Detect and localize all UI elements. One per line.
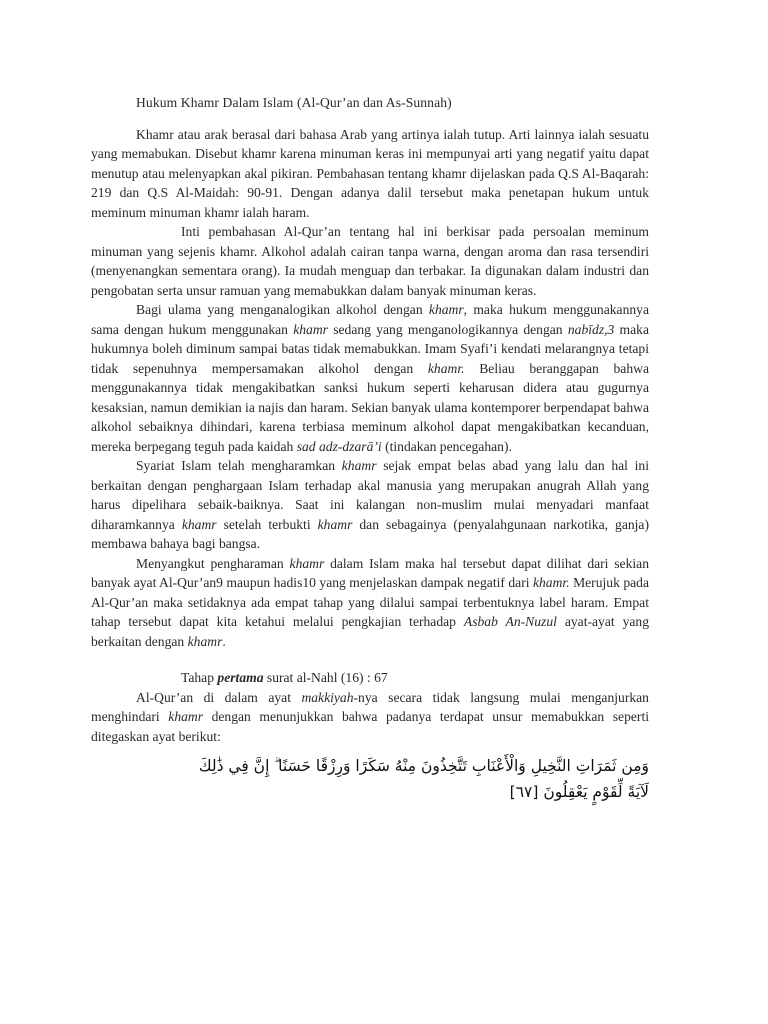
emphasis-text: khamr: [181, 516, 217, 532]
emphasis-text: khamr: [289, 555, 325, 571]
paragraph-definition: Khamr atau arak berasal dari bahasa Arab yang artinya ialah tutup. Arti lainnya ialah sesuatu yang memabukan. Disebut khamr karena minuman keras ini mempunyai arti yang negatif yaitu dapat menutup atau melenyapkan akal pikiran. Pembahasan tentang khamr dijelaskan pada Q.S Al-Baqarah: 219 dan Q.S Al-Maidah: 90-91. Dengan adanya dalil tersebut maka penetapan hukum untuk meminum minuman khamr ialah haram.: [91, 126, 649, 220]
paragraph-sharia-prohibition: Syariat Islam telah mengharamkan khamr sejak empat belas abad yang lalu dan hal ini berkaitan dengan penghargaan Islam terhadap akal manusia yang merupakan anugrah Allah yang harus dipelihara sebaik-baiknya. Saat ini kalangan non-muslim mulai menyadari manfaat diharamkannya khamr setelah terbukti khamr dan sebagainya (penyalahgunaan narkotika, ganja) membawa bahaya bagi bangsa.: [91, 458, 649, 551]
emphasis-text: khamr.: [427, 360, 465, 376]
arabic-verse-line-2: لَآيَةً لِّقَوْمٍ يَعْقِلُونَ [٦٧]: [509, 783, 649, 801]
emphasis-text: pertama: [217, 670, 264, 685]
emphasis-text: khamr.: [532, 575, 570, 590]
emphasis-text: sad adz-dzarā’i: [296, 438, 382, 454]
document-title: Hukum Khamr Dalam Islam (Al-Qur’an dan As-Sunnah): [136, 95, 452, 110]
emphasis-text: khamr: [317, 516, 353, 532]
emphasis-text: khamr: [168, 709, 204, 724]
emphasis-text: makkiyah: [301, 689, 354, 705]
emphasis-text: khamr: [187, 633, 223, 649]
stage-one-paragraph: Al-Qur’an di dalam ayat makkiyah-nya secara tidak langsung mulai menganjurkan menghindari khamr dengan menunjukkan bahwa padanya terdapat unsur memabukkan seperti ditegaskan ayat berikut:: [91, 689, 650, 744]
paragraph-four-stages: Menyangkut pengharaman khamr dalam Islam maka hal tersebut dapat dilihat dari sekian banyak ayat Al-Qur’an9 maupun hadis10 yang menjelaskan dampak negatif dari khamr. Merujuk pada Al-Qur’an maka setidaknya ada empat tahap yang dilalui sampai terbentuknya label haram. Empat tahap tersebut dapat kita ketahui melalui pengkajian terhadap Asbab An-Nuzul ayat-ayat yang berkaitan dengan khamr.: [91, 555, 649, 649]
emphasis-text: khamr: [341, 458, 377, 473]
stage-one-heading: Tahap pertama surat al-Nahl (16) : 67: [181, 670, 388, 685]
emphasis-text: nabīdz,3: [567, 321, 615, 337]
document-page: [91, 93, 649, 805]
paragraph-ulama-analogy: Bagi ulama yang menganalogikan alkohol dengan khamr, maka hukum menggunakannya sama dengan hukum menggunakan khamr sedang yang menganologikannya dengan nabīdz,3 maka hukumnya boleh diminum sampai batas tidak memabukkan. Imam Syafi’i kendati melarangnya tetapi tidak sepenuhnya mempersamakan alkohol dengan khamr. Beliau beranggapan bahwa menggunakannya tidak mengakibatkan sanksi hukum seperti keharusan didera atau gugurnya kesaksian, namun demikian ia najis dan haram. Sekian banyak ulama kontemporer berpendapat bahwa alkohol sebaiknya dihindari, karena terbiasa meminum alkohol dapat mengakibatkan kecanduan, mereka berpegang teguh pada kaidah sad adz-dzarā’i (tindakan pencegahan).: [91, 302, 649, 454]
arabic-verse-line-1: وَمِن ثَمَرَاتِ النَّخِيلِ وَالْأَعْنَابِ تَتَّخِذُونَ مِنْهُ سَكَرًا وَرِزْقًا حَسَنًا ۗ إِنَّ فِي ذَٰلِكَ: [198, 757, 649, 775]
emphasis-text: khamr: [428, 302, 464, 317]
emphasis-text: Asbab An-Nuzul: [463, 614, 557, 629]
paragraph-alcohol-description: Inti pembahasan Al-Qur’an tentang hal ini berkisar pada persoalan meminum minuman yang sejenis khamr. Alkohol adalah cairan tanpa warna, dengan aroma dan rasa tersendiri (menyenangkan sementara orang). Ia mudah menguap dan terbakar. Ia digunakan dalam industri dan pengobatan serta unsur ramuan yang memabukkan dalam banyak minuman keras.: [91, 224, 649, 298]
arabic-verse: [91, 753, 649, 805]
emphasis-text: khamr: [293, 321, 328, 337]
